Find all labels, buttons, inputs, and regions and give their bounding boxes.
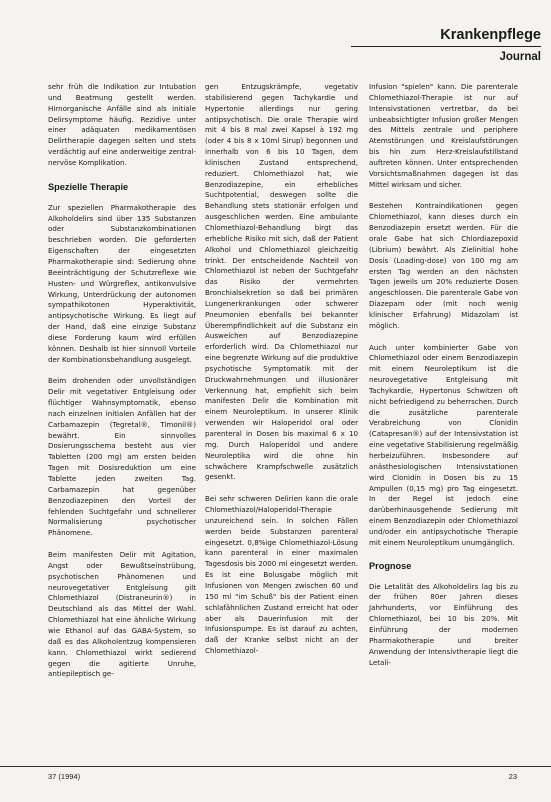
journal-header <box>440 26 541 64</box>
paragraph: Bestehen Kontraindikationen gegen Chlomethiazol, kann dieses durch ein Benzodiazepin ersetzt werden. Für die orale Gabe hat sich Chlordiazepoxid (Librium) bewährt. Als Zielinitial hohe Dosis (Loading-dose) von 100 mg am ersten Tag werden an den nächsten Tagen jeweils um 20% reduzierte Dosen angeschlossen. Die parenterale Gabe von Diazepam oder (mit noch wenig klinischer Erfahrung) Midazolam ist möglich. <box>369 201 518 330</box>
section-heading-prognose: Prognose <box>369 560 412 571</box>
section-heading-therapie: Spezielle Therapie <box>48 181 129 192</box>
paragraph: Infusion "spielen" kann. Die parenterale Chlomethiazol-Therapie ist nur auf Intensivstationen vertretbar, da bei unbeabsichtigter Infusion großer Mengen des Mittels zentrale und periphere Atemstörungen und Kreislaufstörungen bis hin zum Herz-Kreislaufstillstand auftreten können. Unter entsprechenden Vorsichtsmaßnahmen dagegen ist das Mittel wirksam und sicher. <box>369 82 518 189</box>
paragraph: sehr früh die Indikation zur Intubation und Beatmung gestellt werden. Hirnorganische Anfälle sind als initiale Delirsymptome häufig. Rezidive unter einer adäquaten medikamentösen Delirtherapie dagegen selten und stets verdächtig auf eine anderweitige zentral-nervöse Komplikation. <box>48 82 196 167</box>
paragraph: Zur speziellen Pharmakotherapie des Alkoholdelirs sind über 135 Substanzen oder Substanzkombinationen beschrieben worden. Die geforderten Eigenschaften der eingesetzten Pharmakotherapie sind: Sedierung ohne Beeinträchtigung der Schutzreflexe wie Husten- und Würgreflex, antikonvulsive Wirkung, Unterdrückung der autonomen sympathikotonen Hyperaktivität, antipsychotische Wirkung. Es liegt auf der Hand, daß eine einzige Substanz diese Forderung kaum wird erfüllen können. Deshalb ist hier sinnvoll Vorteile der Kombinationsbehandlung ausgelegt. <box>48 202 196 364</box>
paragraph: Beim drohenden oder unvollständigen Delir mit vegetativer Entgleisung oder flüchtiger Wahnsymptomatik, ebenso nach einzelnen initialen Anfällen hat der Carbamazepin (Tegretal®, Timonil®) bewährt. Ein sinnvolles Dosierungsschema besteht aus vier Tabletten (200 mg) am ersten beiden Tagen mit Dosisreduktion um eine Tablette jeden zweiten Tag. Carbamazepin hat gegenüber Benzodiazepinen den Vorteil der fehlenden Suchtgefahr und schnellerer Normalisierung psychotischer Phänomene. <box>48 376 196 538</box>
issue-number: 37 (1994) <box>48 772 81 781</box>
paragraph: Bei sehr schweren Delirien kann die orale Chlomethiazol/Haloperidol-Therapie unzureichend sein. In solchen Fällen werden beide Substanzen parenteral eingesetzt. 0,8%ige Chlomethiazol-Lösung kann parenteral in einer maximalen Tagesdosis bis 2000 ml eingesetzt werden. Es ist eine Bolusgabe möglich mit Infusionen von Mengen zwischen 60 und 150 ml "im Schuß" bis der Patient einen schlafähnlichen Zustand erreicht hat oder aber als Dauerinfusion mit der Infusionspumpe. Es ist darauf zu achten, daß der Kranke selbst nicht an der Chlomethiazol- <box>205 494 358 656</box>
paragraph: gen Entzugskrämpfe, vegetativ stabilisierend gegen Tachykardie und Hypertonie allerdings nur gering antipsychotisch. Die orale Therapie wird mit 4 bis 8 mal zwei Kapsel à 192 mg (oder 4 bis 8 x 10ml Sirup) begonnen und innerhalb von 6 bis 10 Tagen, dem klinischen Zustand entsprechend, reduziert. Chlomethiazol hat, wie Benzodiazepine, ein erhebliches Suchtpotential, deswegen sollte die Behandlung stets stationär erfolgen und ausgeschlichen werden. Eine ambulante Chlomethiazol-Behandlung birgt das erhebliche Risiko mit sich, daß der Patient Alkohol und Chlomethiazol gleichzeitig trinkt. Der entscheidende Nachteil von Chlomethiazol ist neben der Suchtgefahr das Risiko der vermehrten Bronchialsekretion so daß bei primären Lungenerkrankungen oder schwerer Pneumonien ebenfalls bei bekannter Überempfindlichkeit auf die Substanz ein Ausweichen auf Benzodiazepine erforderlich wird. Da Chlomethiazol nur eine begrenzte Wirkung auf die produktive psychotische Symptomatik mit der Druckwahrnehmungen und illusionärer Verkennung hat, empfiehlt sich beim manifesten Delir die Kombination mit einem Neuroleptikum. In unserer Klinik verwenden wir Haloperidol oral oder parenteral in Dosen bis maximal 6 x 10 mg. Durch Haloperidol und andere Neuroleptika wird die ohne hin schwächere Krampfschwelle zusätzlich gesenkt. <box>205 82 358 482</box>
header-rule <box>351 46 541 47</box>
text-column-1 <box>48 82 196 691</box>
paragraph: Die Letalität des Alkoholdelirs lag bis zu der frühen 80er Jahren dieses Jahrhunderts, vor Einführung des Chlomethiazol, bei 10 bis 20%. Mit Einführung der modernen Pharmakotherapie und breiter Anwendung der Intensivtherapie liegt die Letali- <box>369 581 518 667</box>
journal-title: Journal <box>499 51 541 63</box>
section-title: Krankenpflege <box>440 27 541 43</box>
text-column-3 <box>369 82 518 679</box>
page-number: 23 <box>508 772 517 781</box>
paragraph: Auch unter kombinierter Gabe von Chlomethiazol oder einem Benzodiazepin mit einem Neuroleptikum ist die neurovegetative Entgleisung mit Tachykardie, Hypertonus Schwitzen oft nicht befriedigend zu beherrschen. Durch die zusätzliche parenterale Verabreichung von Clonidin (Catapresan®) auf der Intensivstation ist eine vegetative Stabilisierung regelmäßig herbeizuführen. Insbesondere auf anästhesiologischen Intensivstationen wird Clonidin in Dosen bis zu 15 Ampullen (0,15 mg) pro Tag eingesetzt. In der Regel ist jedoch eine darüberhinausgehende Sedierung mit einem Benzodiazepin oder Chlomethiazol und/oder ein antipsychotische Therapie mit einem Neuroleptikum unumgänglich. <box>369 342 518 547</box>
paragraph: Beim manifesten Delir mit Agitation, Angst oder Bewußtseinstrübung, psychotischen Phänomenen und neurovegetativer Entgleisung gilt Chlomethiazol (Distraneurin®) in Deutschland als das Mittel der Wahl. Chlomethiazol hat eine ähnliche Wirkung wie Ethanol auf das GABA-System, so daß es das Alkoholentzug kompensieren kann. Chlomethiazol wirkt sedierend gegen die agitierte Unruhe, antiepileptisch ge- <box>48 550 196 679</box>
text-column-2 <box>205 82 358 668</box>
footer-rule <box>0 766 551 767</box>
